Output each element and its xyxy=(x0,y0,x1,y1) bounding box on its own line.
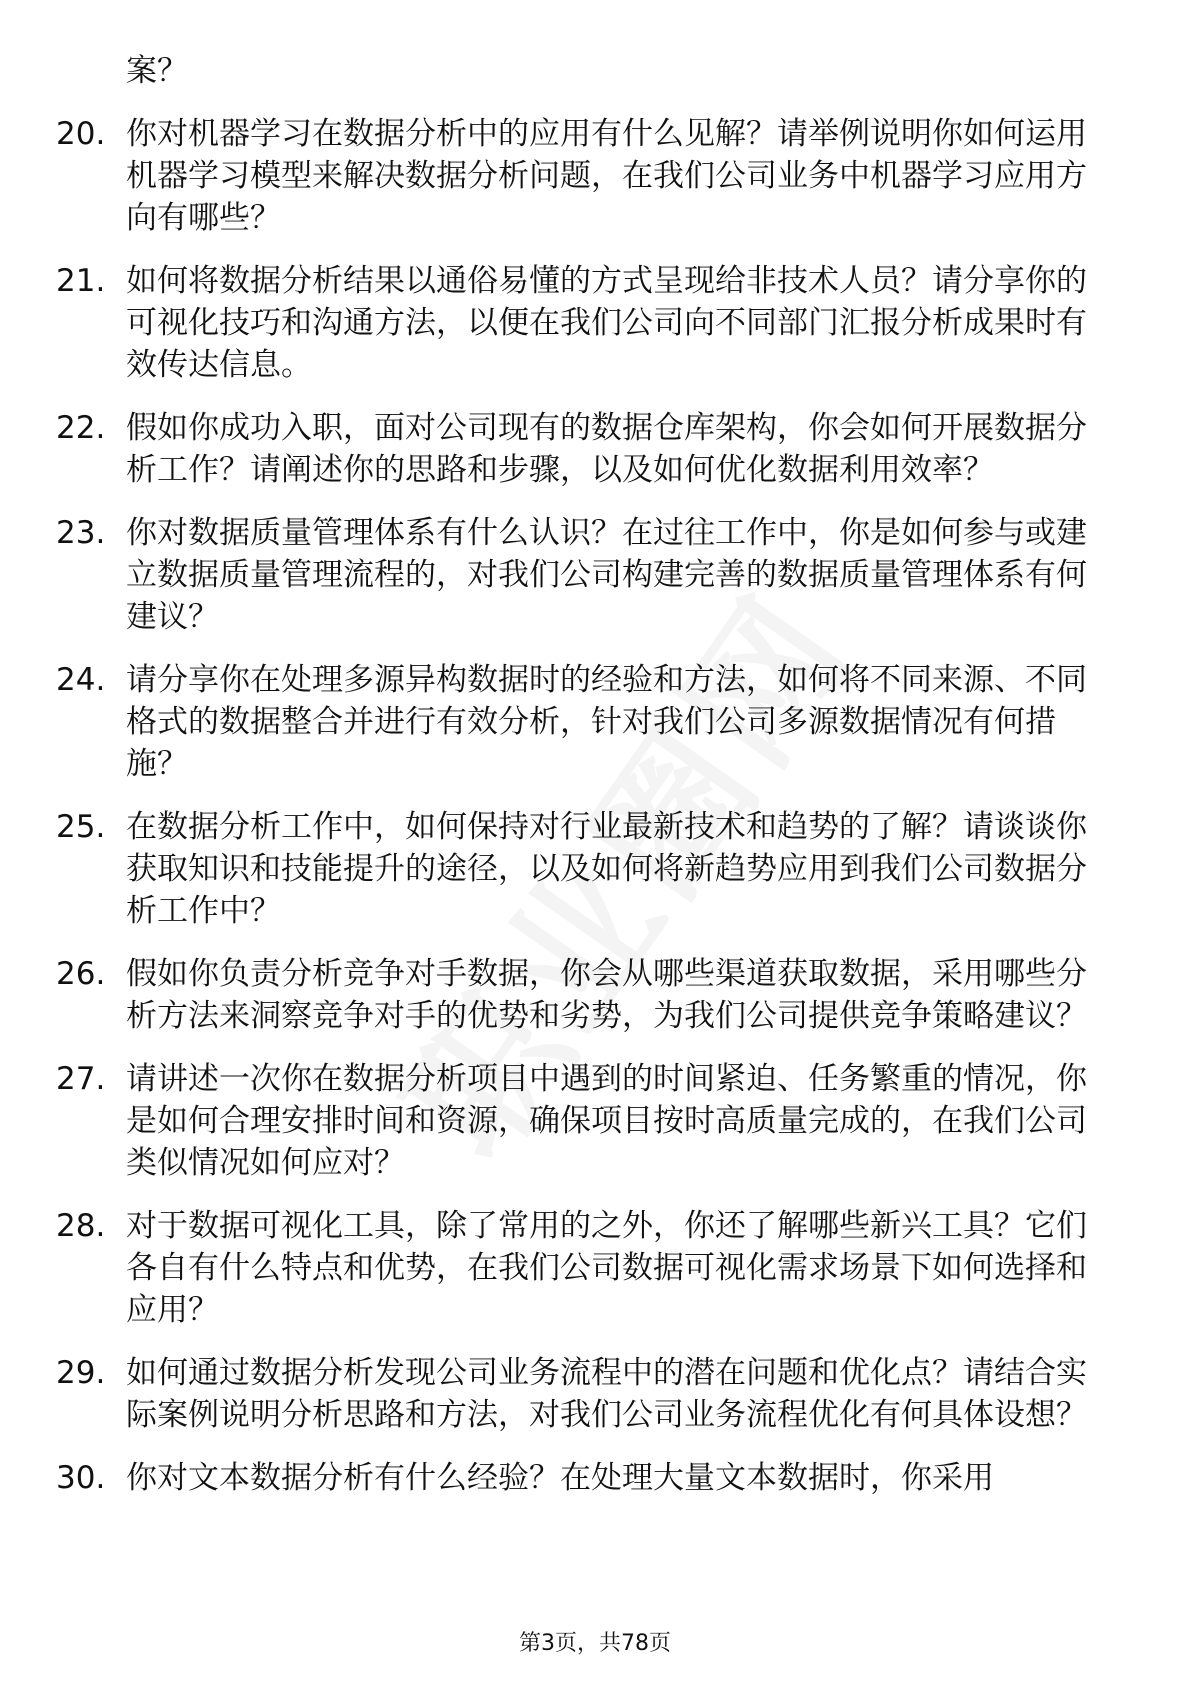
question-text: 请分享你在处理多源异构数据时的经验和方法，如何将不同来源、不同格式的数据整合并进行有效分析，针对我们公司多源数据情况有何措施？ xyxy=(126,662,1087,782)
question-text: 在数据分析工作中，如何保持对行业最新技术和趋势的了解？请谈谈你获取知识和技能提升的途径，以及如何将新趋势应用到我们公司数据分析工作中？ xyxy=(126,809,1087,929)
question-list xyxy=(0,113,1190,1520)
question-text: 如何将数据分析结果以通俗易懂的方式呈现给非技术人员？请分享你的可视化技巧和沟通方法，以便在我们公司向不同部门汇报分析成果时有效传达信息。 xyxy=(126,263,1087,383)
question-number: 21. xyxy=(56,263,106,299)
question-number: 23. xyxy=(56,515,106,551)
question-number: 28. xyxy=(56,1208,106,1244)
question-text: 假如你负责分析竞争对手数据，你会从哪些渠道获取数据，采用哪些分析方法来洞察竞争对手的优势和劣势，为我们公司提供竞争策略建议？ xyxy=(126,956,1087,1034)
question-number: 26. xyxy=(56,956,106,992)
page-number-footer: 第3页，共78页 xyxy=(519,1631,671,1656)
question-text: 你对文本数据分析有什么经验？在处理大量文本数据时，你采用 xyxy=(126,1460,994,1496)
previous-question-continuation: 案？ xyxy=(126,53,188,89)
question-item-23 xyxy=(0,512,1190,638)
question-item-30 xyxy=(0,1457,1190,1499)
question-number: 20. xyxy=(56,116,106,152)
question-number: 30. xyxy=(56,1460,106,1496)
question-item-29 xyxy=(0,1352,1190,1436)
question-number: 27. xyxy=(56,1061,106,1097)
question-item-22 xyxy=(0,407,1190,491)
question-text: 对于数据可视化工具，除了常用的之外，你还了解哪些新兴工具？它们各自有什么特点和优势，在我们公司数据可视化需求场景下如何选择和应用？ xyxy=(126,1208,1087,1328)
question-number: 24. xyxy=(56,662,106,698)
question-number: 22. xyxy=(56,410,106,446)
question-number: 25. xyxy=(56,809,106,845)
question-text: 假如你成功入职，面对公司现有的数据仓库架构，你会如何开展数据分析工作？请阐述你的思路和步骤，以及如何优化数据利用效率？ xyxy=(126,410,1087,488)
question-number: 29. xyxy=(56,1355,106,1391)
question-text: 你对数据质量管理体系有什么认识？在过往工作中，你是如何参与或建立数据质量管理流程的，对我们公司构建完善的数据质量管理体系有何建议？ xyxy=(126,515,1087,635)
question-item-21 xyxy=(0,260,1190,386)
question-item-27 xyxy=(0,1058,1190,1184)
question-item-25 xyxy=(0,806,1190,932)
question-item-26 xyxy=(0,953,1190,1037)
question-item-24 xyxy=(0,659,1190,785)
question-text: 你对机器学习在数据分析中的应用有什么见解？请举例说明你如何运用机器学习模型来解决数据分析问题，在我们公司业务中机器学习应用方向有哪些？ xyxy=(126,116,1087,236)
question-item-20 xyxy=(0,113,1190,239)
question-item-28 xyxy=(0,1205,1190,1331)
question-text: 请讲述一次你在数据分析项目中遇到的时间紧迫、任务繁重的情况，你是如何合理安排时间和资源，确保项目按时高质量完成的，在我们公司类似情况如何应对？ xyxy=(126,1061,1087,1181)
question-text: 如何通过数据分析发现公司业务流程中的潜在问题和优化点？请结合实际案例说明分析思路和方法，对我们公司业务流程优化有何具体设想？ xyxy=(126,1355,1087,1433)
